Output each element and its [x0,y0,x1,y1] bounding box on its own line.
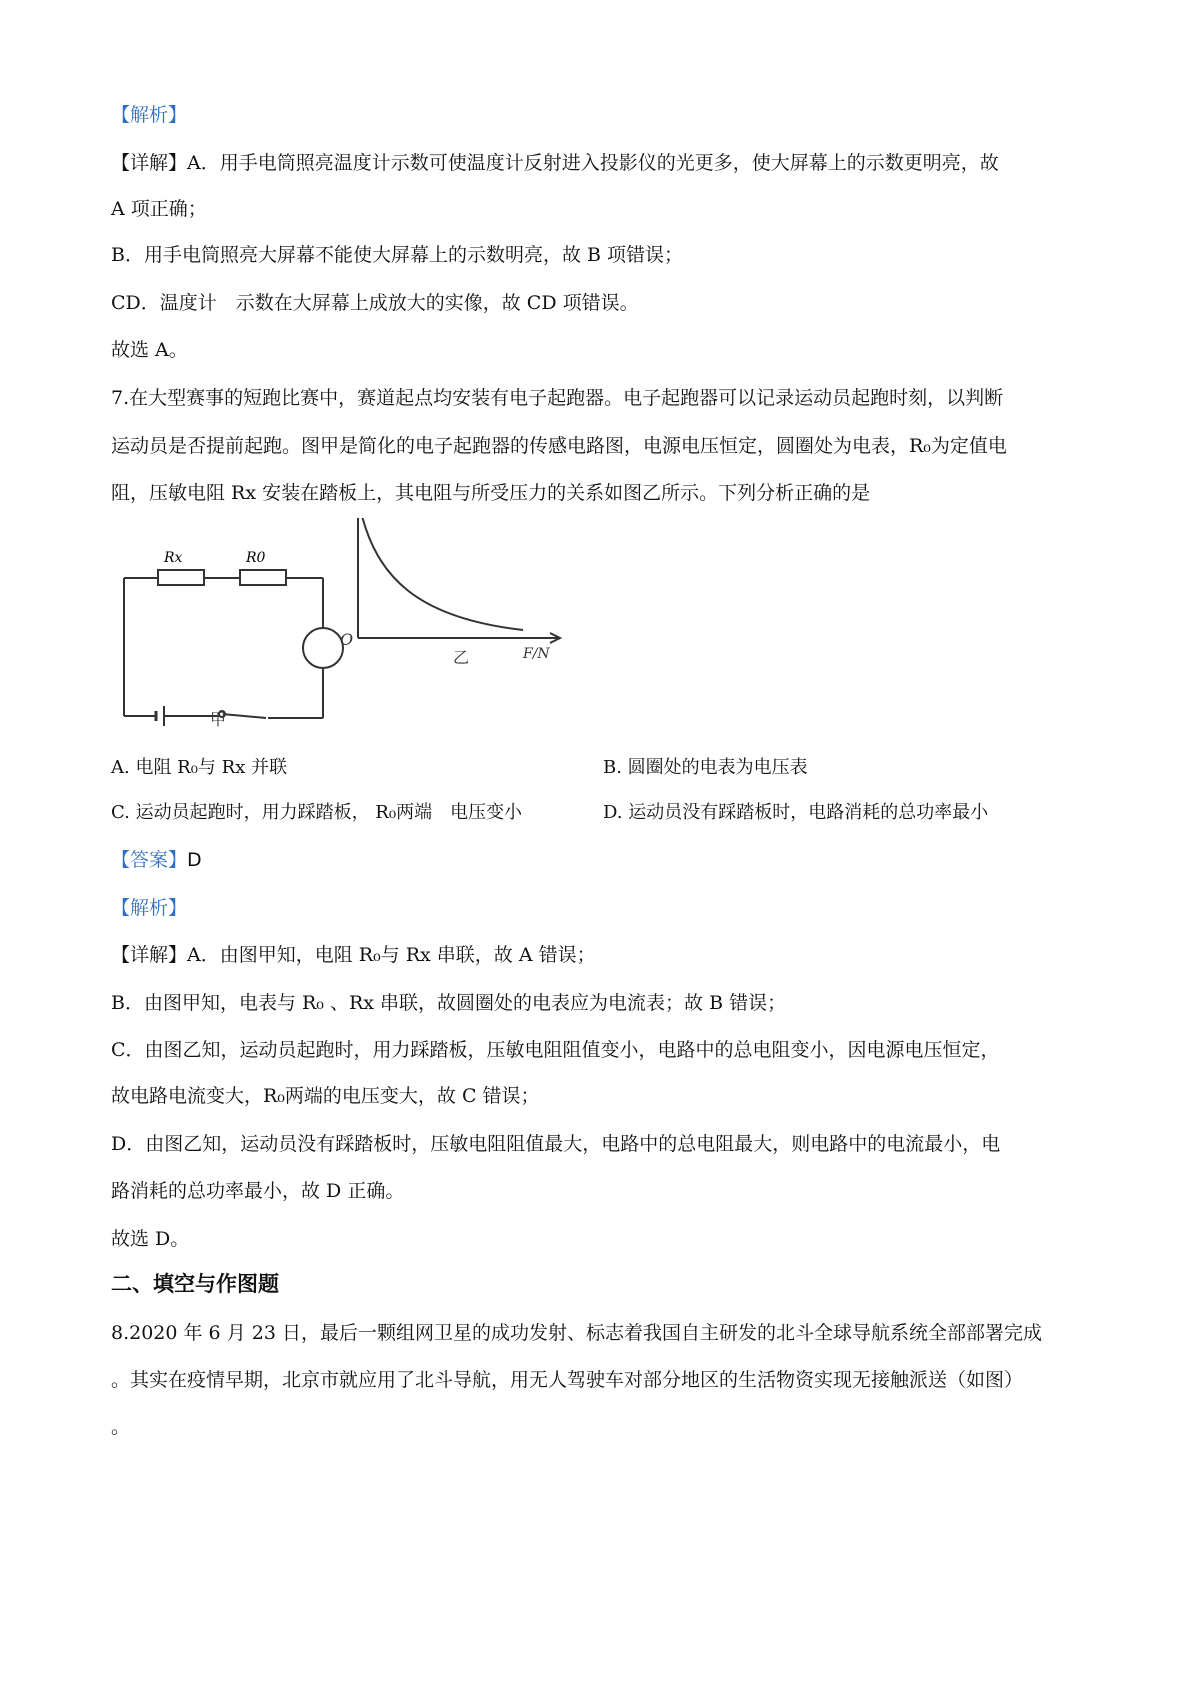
option-b: B. 圆圈处的电表为电压表 [603,757,808,778]
question-7-text: 运动员是否提前起跑。图甲是简化的电子起跑器的传感电路图，电源电压恒定，圆圈处为电表，R₀为定值电 [111,435,1007,457]
option-a: A. 电阻 R₀与 Rx 并联 [111,757,288,778]
resistance-force-graph [353,518,560,643]
detail-line: 故电路电流变大，R₀两端的电压变大，故 C 错误； [111,1085,540,1107]
r0-label: R0 [246,550,266,566]
detail-line: C．由图乙知，运动员起跑时，用力踩踏板，压敏电阻阻值变小，电路中的总电阻变小，因电源电压恒定， [111,1039,1000,1061]
detail-line: B．由图甲知，电表与 R₀ 、Rx 串联，故圆圈处的电表应为电流表；故 B 错误； [111,992,787,1014]
conclusion: 故选 A。 [111,339,188,361]
answer-label: 【答案】 [111,849,188,871]
section-heading: 二、填空与作图题 [111,1272,279,1296]
resistor-rx [158,570,204,585]
detail-line: 路消耗的总功率最小，故 D 正确。 [111,1180,405,1202]
question-7-text: 阻，压敏电阻 Rx 安装在踏板上，其电阻与所受压力的关系如图乙所示。下列分析正确的是 [111,482,871,504]
conclusion: 故选 D。 [111,1228,190,1250]
analysis-label: 【解析】 [111,104,188,126]
detail-line: D．由图乙知，运动员没有踩踏板时，压敏电阻阻值最大，电路中的总电阻最大，则电路中的电流最小，电 [111,1133,1001,1155]
answer-value: D [187,849,202,871]
question-8-text: 。其实在疫情早期，北京市就应用了北斗导航，用无人驾驶车对部分地区的生活物资实现无接触派送（如图） [111,1369,1024,1391]
detail-line: B．用手电筒照亮大屏幕不能使大屏幕上的示数明亮，故 B 项错误； [111,244,684,266]
detail-line: CD．温度计 示数在大屏幕上成放大的实像，故 CD 项错误。 [111,292,639,314]
analysis-label: 【解析】 [111,897,188,919]
detail-line: A 项正确； [111,198,207,220]
circuit-diagram [124,570,343,726]
option-c: C. 运动员起跑时，用力踩踏板， R₀两端 电压变小 [111,802,523,823]
origin-label: O [340,630,354,649]
answer-line [111,847,202,873]
rx-label: Rx [164,550,183,566]
question-8-text: 。 [111,1416,131,1438]
resistor-r0 [240,570,286,585]
x-axis-label: F/N [523,646,550,662]
resistance-curve [360,518,523,630]
detail-line: 【详解】A．由图甲知，电阻 R₀与 Rx 串联，故 A 错误； [111,944,596,966]
figure-caption-b: 乙 [453,648,470,667]
switch-lever [222,714,266,718]
meter-circle [303,628,343,668]
figure-caption-a: 甲 [210,710,227,729]
option-d: D. 运动员没有踩踏板时，电路消耗的总功率最小 [603,802,989,823]
question-8-text: 8.2020 年 6 月 23 日，最后一颗组网卫星的成功发射、标志着我国自主研发的北斗全球导航系统全部部署完成 [111,1322,1042,1344]
question-7-text: 7.在大型赛事的短跑比赛中，赛道起点均安装有电子起跑器。电子起跑器可以记录运动员起跑时刻，以判断 [111,387,1004,409]
question-7-figure [118,518,578,730]
detail-line: 【详解】A．用手电筒照亮温度计示数可使温度计反射进入投影仪的光更多，使大屏幕上的示数更明亮，故 [111,152,999,174]
